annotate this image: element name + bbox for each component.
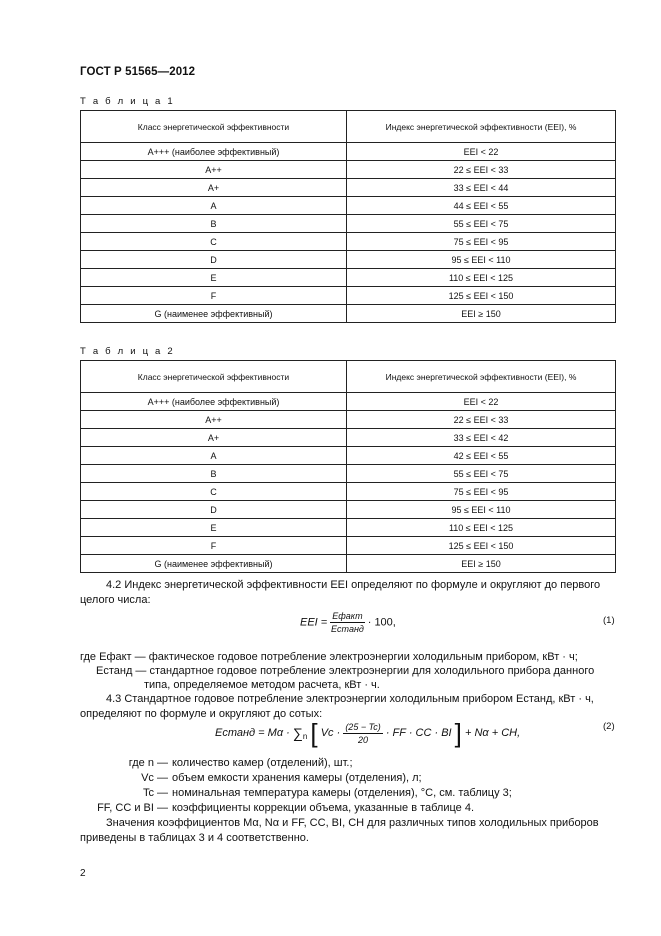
- definition-term: FF, CC и BI —: [97, 802, 168, 814]
- table-row: [81, 447, 616, 465]
- table-row: [81, 233, 616, 251]
- table-1: [80, 110, 616, 323]
- formula-2-vc: Vc ·: [320, 726, 341, 739]
- table-row: [81, 483, 616, 501]
- class-cell: А++: [81, 411, 347, 429]
- table-row: [81, 269, 616, 287]
- table-1-col-index: Индекс энергетической эффективности (EEI), %: [347, 111, 616, 143]
- table-row: [81, 143, 616, 161]
- index-cell: EEI ≥ 150: [347, 305, 616, 323]
- index-cell: 75 ≤ EEI < 95: [347, 483, 616, 501]
- formula-1-numerator: Eфакт: [332, 611, 363, 621]
- class-cell: F: [81, 287, 347, 305]
- index-cell: 125 ≤ EEI < 150: [347, 287, 616, 305]
- class-cell: А: [81, 197, 347, 215]
- formula-1: [300, 611, 396, 634]
- class-cell: А+: [81, 429, 347, 447]
- table-row: [81, 411, 616, 429]
- table-2-caption: Т а б л и ц а 2: [80, 346, 175, 357]
- index-cell: 22 ≤ EEI < 33: [347, 411, 616, 429]
- definition-e-fakt-term: где Eфакт —: [80, 651, 146, 663]
- section-4-3-final-line-1: Значения коэффициентов Mα, Nα и FF, CC, BI, CH для различных типов холодильных приборов: [106, 817, 599, 829]
- class-cell: G (наименее эффективный): [81, 305, 347, 323]
- formula-2-after: + Nα + CH,: [464, 726, 521, 739]
- table-2-col-index: Индекс энергетической эффективности (EEI), %: [347, 361, 616, 393]
- table-row: [81, 287, 616, 305]
- table-row: [81, 537, 616, 555]
- definition-e-stand: [96, 664, 594, 678]
- table-row: [81, 429, 616, 447]
- definition-text: количество камер (отделений), шт.;: [172, 757, 353, 769]
- index-cell: 110 ≤ EEI < 125: [347, 269, 616, 287]
- index-cell: EEI < 22: [347, 393, 616, 411]
- formula-2-tail: · FF · CC · BI: [385, 726, 452, 739]
- table-1-caption: Т а б л и ц а 1: [80, 96, 175, 107]
- table-row: [81, 465, 616, 483]
- index-cell: 95 ≤ EEI < 110: [347, 501, 616, 519]
- formula-1-lhs: EEI =: [300, 616, 328, 629]
- formula-1-denominator: Eстанд: [331, 624, 364, 634]
- right-bracket-icon: ]: [454, 718, 462, 748]
- table-2-col-class: Класс энергетической эффективности: [81, 361, 347, 393]
- index-cell: 42 ≤ EEI < 55: [347, 447, 616, 465]
- formula-2: [215, 720, 520, 746]
- table-row: [81, 501, 616, 519]
- table-row: [81, 305, 616, 323]
- definition-e-stand-text-2: типа, определяемое методом расчета, кВт · ч.: [144, 679, 380, 691]
- table-row: [81, 197, 616, 215]
- class-cell: Е: [81, 519, 347, 537]
- class-cell: А: [81, 447, 347, 465]
- definition-text: номинальная температура камеры (отделения), °С, см. таблицу 3;: [172, 787, 512, 799]
- table-1-body: [81, 143, 616, 323]
- formula-2-number: (2): [603, 721, 615, 732]
- class-cell: В: [81, 215, 347, 233]
- class-cell: А+: [81, 179, 347, 197]
- table-row: [81, 179, 616, 197]
- table-row: [81, 161, 616, 179]
- definition-term: Vc —: [141, 772, 168, 784]
- index-cell: 55 ≤ EEI < 75: [347, 465, 616, 483]
- section-4-3-line-2: определяют по формуле и округляют до сотых:: [80, 708, 323, 720]
- index-cell: 110 ≤ EEI < 125: [347, 519, 616, 537]
- table-1-col-class: Класс энергетической эффективности: [81, 111, 347, 143]
- section-4-2-line-2: целого числа:: [80, 594, 151, 606]
- table-2-body: [81, 393, 616, 573]
- class-cell: F: [81, 537, 347, 555]
- definition-text: объем емкости хранения камеры (отделения), л;: [172, 772, 422, 784]
- formula-2-sum-index: n: [302, 731, 308, 741]
- table-1-header-row: [81, 111, 616, 143]
- definition-text: коэффициенты коррекции объема, указанные в таблице 4.: [172, 802, 475, 814]
- table-row: [81, 251, 616, 269]
- index-cell: 125 ≤ EEI < 150: [347, 537, 616, 555]
- class-cell: А++: [81, 161, 347, 179]
- definition-e-fakt-text: фактическое годовое потребление электроэнергии холодильным прибором, кВт · ч;: [148, 651, 578, 663]
- definition-e-fakt: [80, 650, 578, 664]
- formula-1-tail: · 100,: [367, 616, 396, 629]
- class-cell: С: [81, 483, 347, 501]
- formula-2-denominator: 20: [358, 734, 369, 745]
- document-header: ГОСТ Р 51565—2012: [80, 66, 196, 78]
- index-cell: 44 ≤ EEI < 55: [347, 197, 616, 215]
- index-cell: EEI ≥ 150: [347, 555, 616, 573]
- class-cell: С: [81, 233, 347, 251]
- index-cell: 33 ≤ EEI < 42: [347, 429, 616, 447]
- table-2: [80, 360, 616, 573]
- index-cell: 55 ≤ EEI < 75: [347, 215, 616, 233]
- index-cell: 95 ≤ EEI < 110: [347, 251, 616, 269]
- definition-e-stand-text-1: стандартное годовое потребление электроэнергии для холодильного прибора данного: [149, 665, 595, 677]
- section-4-3-final-line-2: приведены в таблицах 3 и 4 соответственно.: [80, 832, 309, 844]
- class-cell: Е: [81, 269, 347, 287]
- table-2-header-row: [81, 361, 616, 393]
- formula-2-numerator: (25 − Tc): [345, 721, 381, 732]
- class-cell: D: [81, 251, 347, 269]
- class-cell: В: [81, 465, 347, 483]
- index-cell: 75 ≤ EEI < 95: [347, 233, 616, 251]
- formula-1-number: (1): [603, 615, 615, 626]
- page-number: 2: [80, 868, 86, 879]
- class-cell: А+++ (наиболее эффективный): [81, 143, 347, 161]
- class-cell: D: [81, 501, 347, 519]
- table-row: [81, 519, 616, 537]
- definition-term: где n —: [128, 757, 168, 769]
- formula-1-fraction: [330, 611, 364, 634]
- table-row: [81, 393, 616, 411]
- class-cell: G (наименее эффективный): [81, 555, 347, 573]
- formula-2-lhs: Eстанд = Mα ·: [215, 726, 290, 739]
- class-cell: А+++ (наиболее эффективный): [81, 393, 347, 411]
- index-cell: 22 ≤ EEI < 33: [347, 161, 616, 179]
- table-row: [81, 215, 616, 233]
- definition-term: Tc —: [142, 787, 168, 799]
- formula-2-fraction: [343, 722, 382, 745]
- index-cell: EEI < 22: [347, 143, 616, 161]
- section-4-3-line-1: 4.3 Стандартное годовое потребление электроэнергии холодильным прибором Eстанд, кВт · ч,: [106, 693, 594, 705]
- table-row: [81, 555, 616, 573]
- definition-e-stand-term: Eстанд —: [96, 665, 147, 677]
- sum-icon: ∑: [292, 725, 303, 741]
- left-bracket-icon: [: [310, 718, 318, 748]
- index-cell: 33 ≤ EEI < 44: [347, 179, 616, 197]
- section-4-2-line-1: 4.2 Индекс энергетической эффективности EEI определяют по формуле и округляют до первого: [106, 579, 601, 591]
